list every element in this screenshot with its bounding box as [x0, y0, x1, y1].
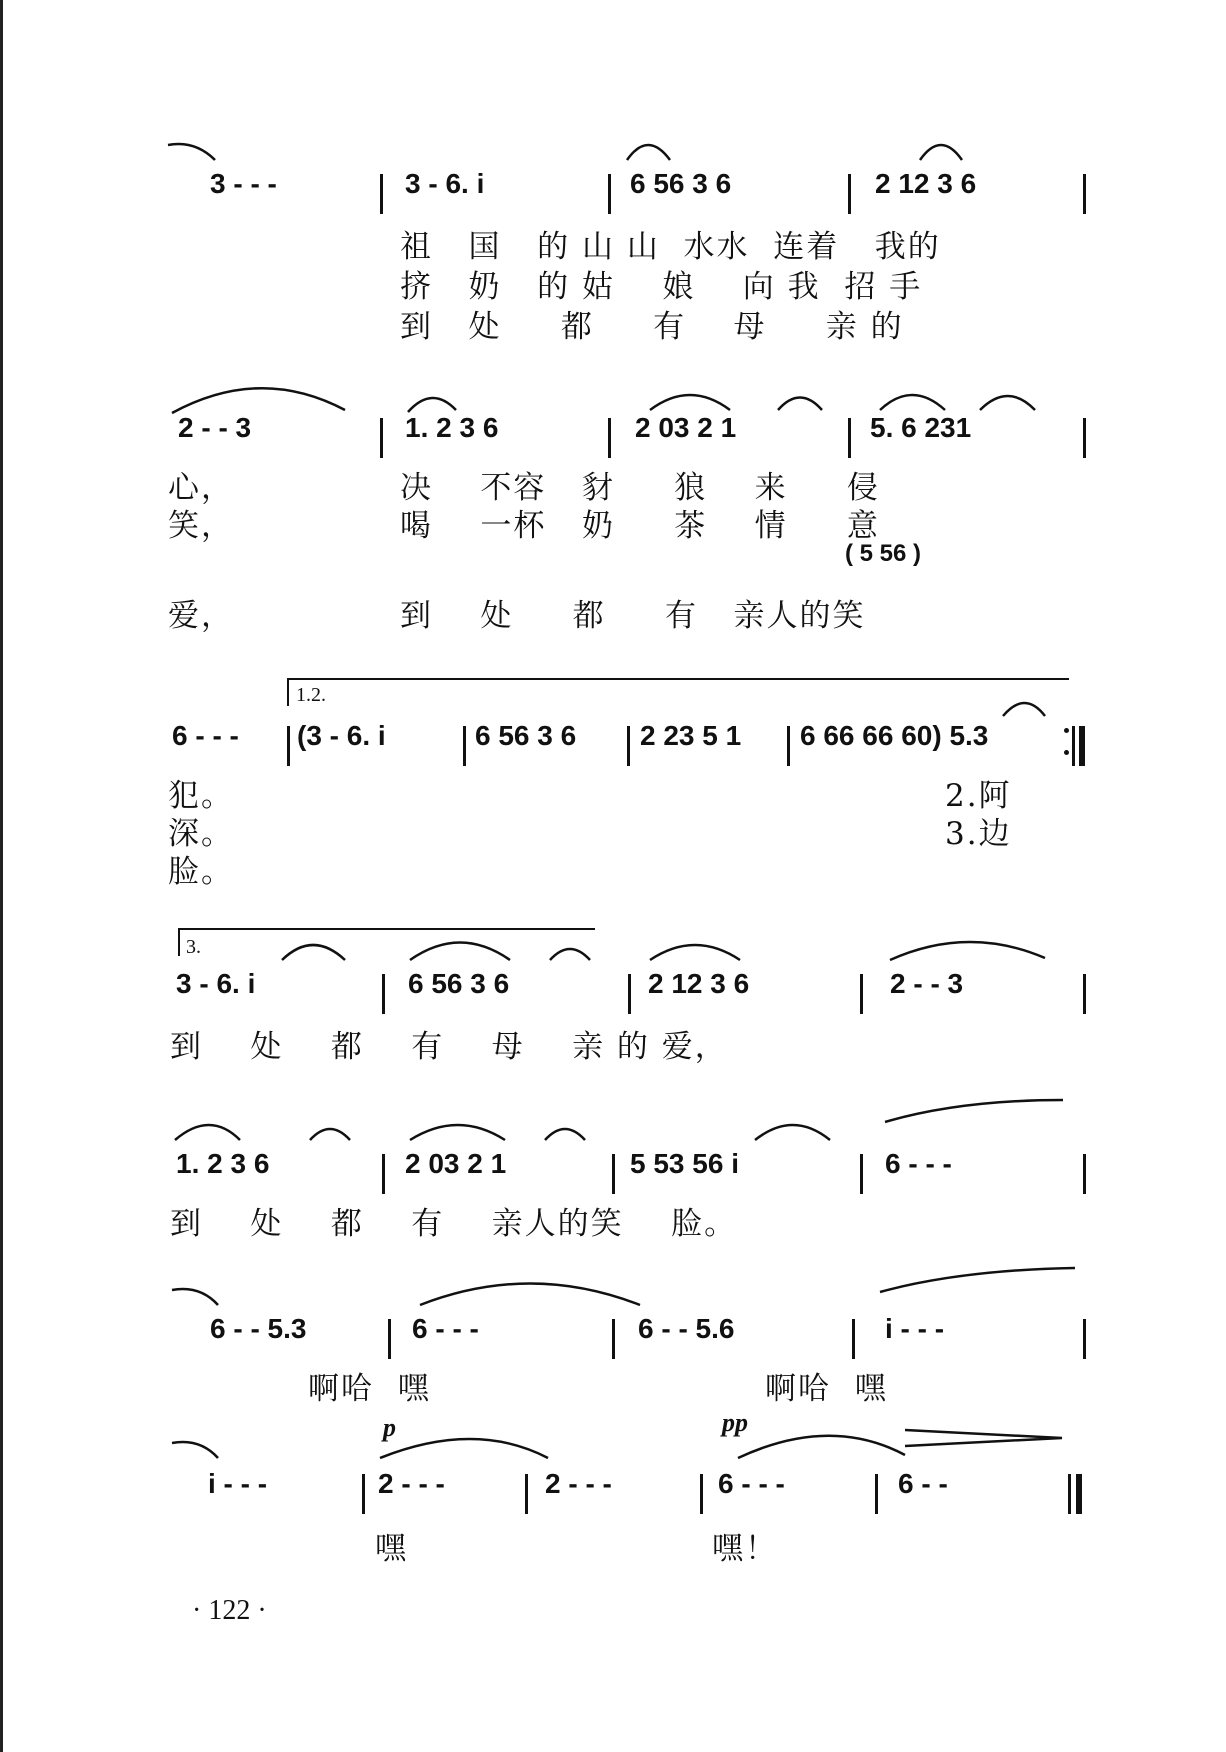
page-number: · 122 ·: [192, 1595, 267, 1626]
barline: [525, 1474, 528, 1514]
volta-bracket-1-2: [287, 678, 1069, 706]
barline: [382, 1154, 385, 1194]
measure-row-7: [0, 1468, 1226, 1528]
notes-measure: 2 - - 3: [890, 968, 964, 999]
barline: [388, 1319, 391, 1359]
repeat-dot: [1064, 750, 1069, 755]
barline: [1083, 974, 1086, 1014]
lyric-line-verse-2: 深。 3.边: [168, 816, 1012, 852]
notes-measure: 1. 2 3 6: [176, 1148, 270, 1179]
barline: [628, 974, 631, 1014]
barline: [1083, 1319, 1086, 1359]
parenthesized-notes: ( 5 56 ): [845, 540, 922, 567]
repeat-barline: [1072, 726, 1075, 766]
measure-row-4: [0, 968, 1226, 1028]
barline: [860, 974, 863, 1014]
notes-measure: 5. 6 231: [870, 412, 972, 443]
barline: [860, 1154, 863, 1194]
dynamic-pianissimo: pp: [722, 1408, 748, 1437]
lyric-line: 到 处 都 有 亲人的笑 脸。: [170, 1206, 738, 1242]
lyric-line-verse-3: 脸。: [168, 854, 234, 890]
barline: [612, 1319, 615, 1359]
volta-bracket-3: [178, 928, 595, 956]
notes-measure: 6 - - -: [412, 1313, 479, 1344]
barline: [608, 418, 611, 458]
notes-measure: i - - -: [208, 1468, 268, 1499]
volta-label: 3.: [186, 936, 201, 958]
notes-measure: 6 - - 5.6: [638, 1313, 735, 1344]
notes-measure: 6 - - -: [172, 720, 239, 751]
notes-measure: 6 - - -: [718, 1468, 785, 1499]
barline: [627, 726, 630, 766]
notes-measure: 3 - - -: [210, 168, 277, 199]
notes-measure: 5 53 56 i: [630, 1148, 739, 1179]
barline: [380, 418, 383, 458]
lyric-line-verse-3: 到 处 都 有 母 亲 的: [400, 309, 904, 345]
notes-measure: 2 - - 3: [178, 412, 252, 443]
barline: [1083, 418, 1086, 458]
notes-measure: 2 - - -: [545, 1468, 612, 1499]
barline: [852, 1319, 855, 1359]
barline: [362, 1474, 365, 1514]
barline: [848, 418, 851, 458]
repeat-dot: [1064, 728, 1069, 733]
measure-row-1: [0, 168, 1226, 228]
lyric-line: 啊哈 嘿 啊哈 嘿: [308, 1371, 888, 1407]
lyric-line-verse-2: 笑， 喝 一杯 奶 茶 情 意: [168, 508, 880, 544]
lyric-line-verse-3: 爱， 到 处 都 有 亲人的笑: [168, 598, 866, 634]
lyric-line-verse-2: 挤 奶 的 姑 娘 向 我 招 手: [400, 269, 923, 305]
notes-measure: 6 - -: [898, 1468, 948, 1499]
notes-measure: 2 03 2 1: [405, 1148, 507, 1179]
barline: [848, 174, 851, 214]
barline: [382, 974, 385, 1014]
barline: [787, 726, 790, 766]
notes-measure: i - - -: [885, 1313, 945, 1344]
lyric-line: 嘿 嘿！: [375, 1531, 778, 1567]
barline: [700, 1474, 703, 1514]
barline: [875, 1474, 878, 1514]
barline: [463, 726, 466, 766]
notes-measure: 1. 2 3 6: [405, 412, 499, 443]
volta-label: 1.2.: [296, 684, 326, 706]
barline: [612, 1154, 615, 1194]
notes-measure: 2 23 5 1: [640, 720, 742, 751]
notes-measure: 2 12 3 6: [648, 968, 750, 999]
notes-measure: 2 - - -: [378, 1468, 445, 1499]
lyric-line-verse-1: 犯。 2.阿: [168, 778, 1012, 814]
notes-measure: 6 - - 5.3: [210, 1313, 307, 1344]
barline: [287, 726, 290, 766]
notes-measure: 3 - 6. i: [405, 168, 485, 199]
notes-measure: 6 66 66 60) 5.3: [800, 720, 989, 751]
notes-measure: 6 56 3 6: [475, 720, 577, 751]
notes-measure: 3 - 6. i: [176, 968, 256, 999]
barline: [608, 174, 611, 214]
barline: [380, 174, 383, 214]
notes-measure: 6 56 3 6: [408, 968, 510, 999]
notes-measure: 6 56 3 6: [630, 168, 732, 199]
notes-measure: (3 - 6. i: [297, 720, 386, 751]
lyric-line-verse-1: 心， 决 不容 豺 狼 来 侵: [168, 470, 880, 506]
notes-measure: 2 03 2 1: [635, 412, 737, 443]
lyric-line: 到 处 都 有 母 亲 的 爱，: [170, 1029, 728, 1065]
notes-measure: 6 - - -: [885, 1148, 952, 1179]
dynamic-piano: p: [383, 1413, 396, 1442]
lyric-line-verse-1: 祖 国 的 山 山 水水 连着 我的: [400, 229, 941, 265]
repeat-barline-thick: [1079, 726, 1085, 766]
final-barline: [1068, 1474, 1071, 1514]
barline: [1083, 174, 1086, 214]
barline: [1083, 1154, 1086, 1194]
final-barline-thick: [1076, 1474, 1082, 1514]
notes-measure: 2 12 3 6: [875, 168, 977, 199]
